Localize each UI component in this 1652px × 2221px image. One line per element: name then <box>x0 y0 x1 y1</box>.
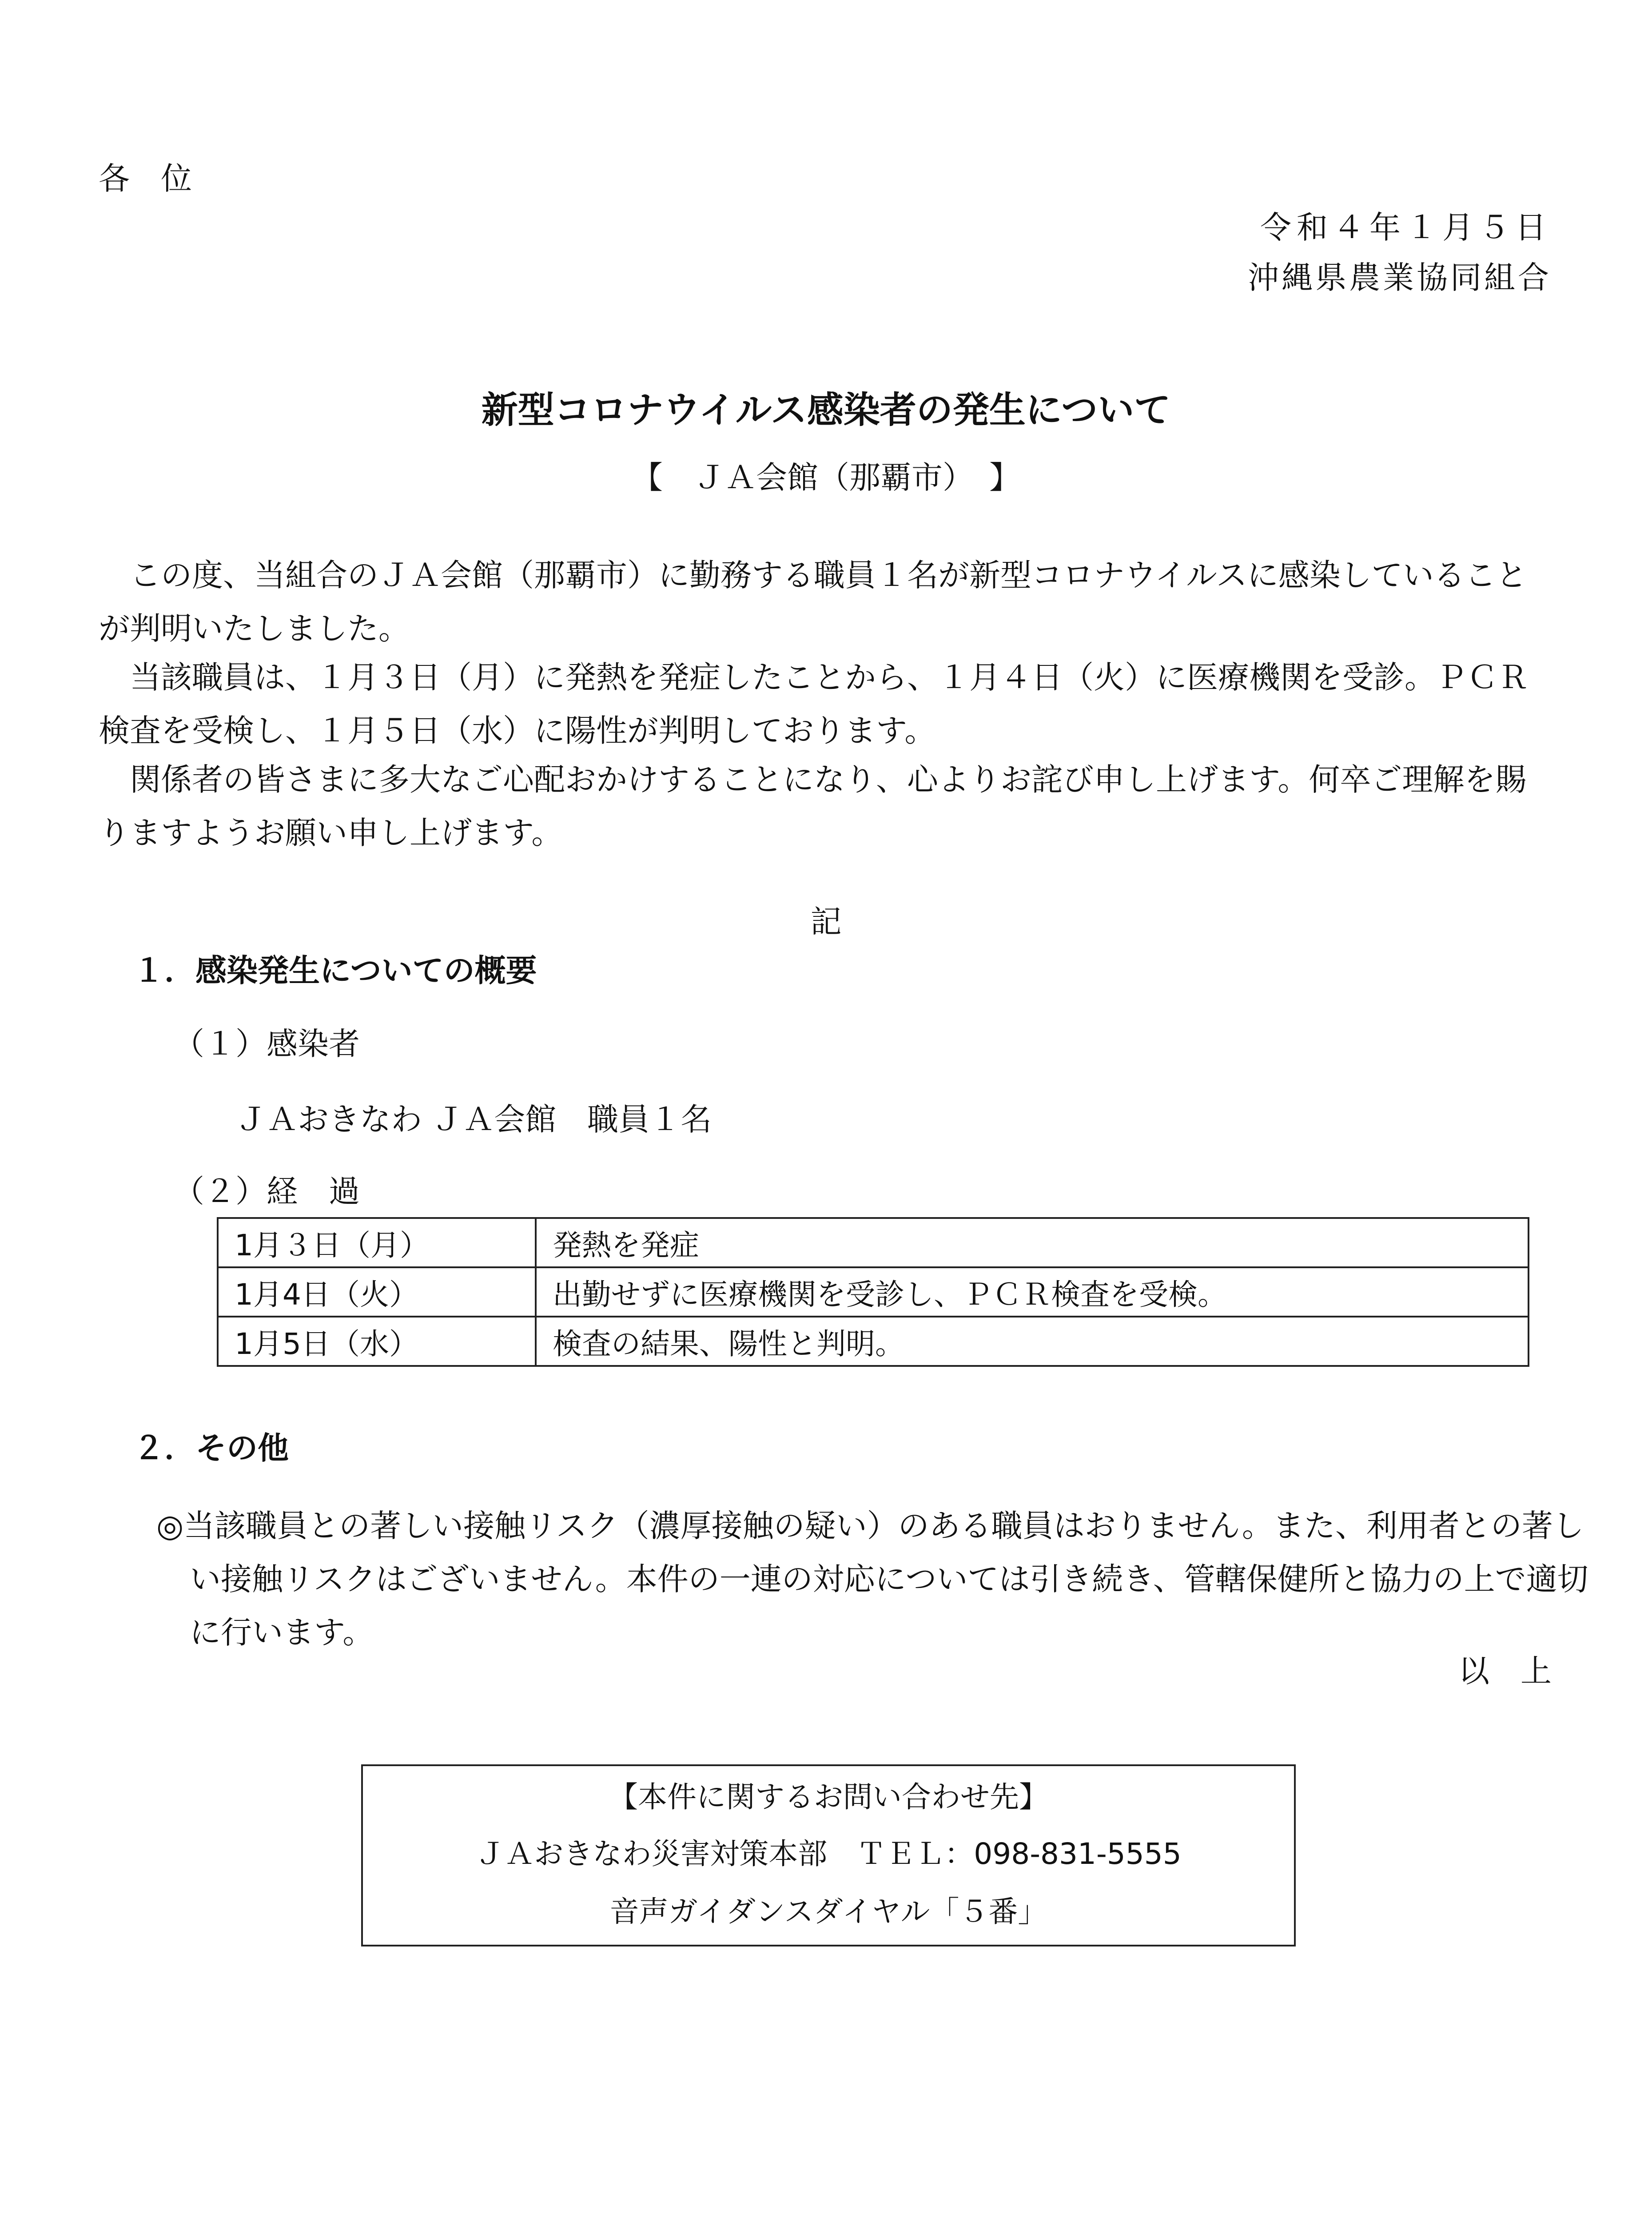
table-row <box>218 1267 1529 1317</box>
document-subtitle: 【 ＪＡ会館（那覇市） 】 <box>632 459 1020 496</box>
closing-mark: 以 上 <box>1458 1653 1552 1689</box>
timeline-date: 1月5日（水） <box>218 1317 536 1366</box>
contact-heading: 【本件に関するお問い合わせ先】 <box>609 1780 1048 1814</box>
issuer-name: 沖縄県農業協同組合 <box>1248 259 1552 296</box>
table-row <box>218 1317 1529 1366</box>
section-2-note: ◎当該職員との著しい接触リスク（濃厚接触の疑い）のある職員はおりません。また、利用者との著しい接触リスクはございません。本件の一連の対応については引き続き、管轄保健所と協力の上で適切に行います。 <box>156 1508 1588 1651</box>
contact-box <box>361 1764 1296 1946</box>
timeline-label: （２）経 過 <box>173 1173 360 1210</box>
ki-mark: 記 <box>810 904 842 940</box>
infected-label: （１）感染者 <box>173 1026 360 1062</box>
section-2-heading: ２．その他 <box>133 1430 289 1466</box>
infected-value: ＪＡおきなわ ＪＡ会館 職員１名 <box>235 1101 712 1138</box>
body-paragraph-2: 当該職員は、１月３日（月）に発熱を発症したことから、１月４日（火）に医療機関を受診。ＰＣＲ検査を受検し、１月５日（水）に陽性が判明しております。 <box>99 659 1529 749</box>
table-row <box>218 1218 1529 1267</box>
issue-date: 令和４年１月５日 <box>1260 209 1552 246</box>
body-paragraph-3: 関係者の皆さまに多大なご心配おかけすることになり、心よりお詫び申し上げます。何卒ご理解を賜りますようお願い申し上げます。 <box>99 761 1527 851</box>
timeline-table <box>217 1217 1529 1367</box>
contact-guidance-line: 音声ガイダンスダイヤル「５番」 <box>609 1895 1047 1929</box>
section-1-heading: １．感染発生についての概要 <box>133 952 537 989</box>
timeline-date: 1月4日（火） <box>218 1267 536 1317</box>
timeline-date: 1月３日（月） <box>218 1218 536 1267</box>
body-paragraph-1: この度、当組合のＪＡ会館（那覇市）に勤務する職員１名が新型コロナウイルスに感染していることが判明いたしました。 <box>99 557 1527 647</box>
document-title: 新型コロナウイルス感染者の発生について <box>481 389 1171 431</box>
addressee: 各 位 <box>99 160 192 197</box>
timeline-event: 検査の結果、陽性と判明。 <box>536 1317 1529 1366</box>
timeline-event: 出勤せずに医療機関を受診し、ＰＣＲ検査を受検。 <box>536 1267 1529 1317</box>
contact-phone-line: ＪＡおきなわ災害対策本部 ＴＥＬ：098-831-5555 <box>475 1837 1182 1871</box>
timeline-event: 発熱を発症 <box>536 1218 1529 1267</box>
